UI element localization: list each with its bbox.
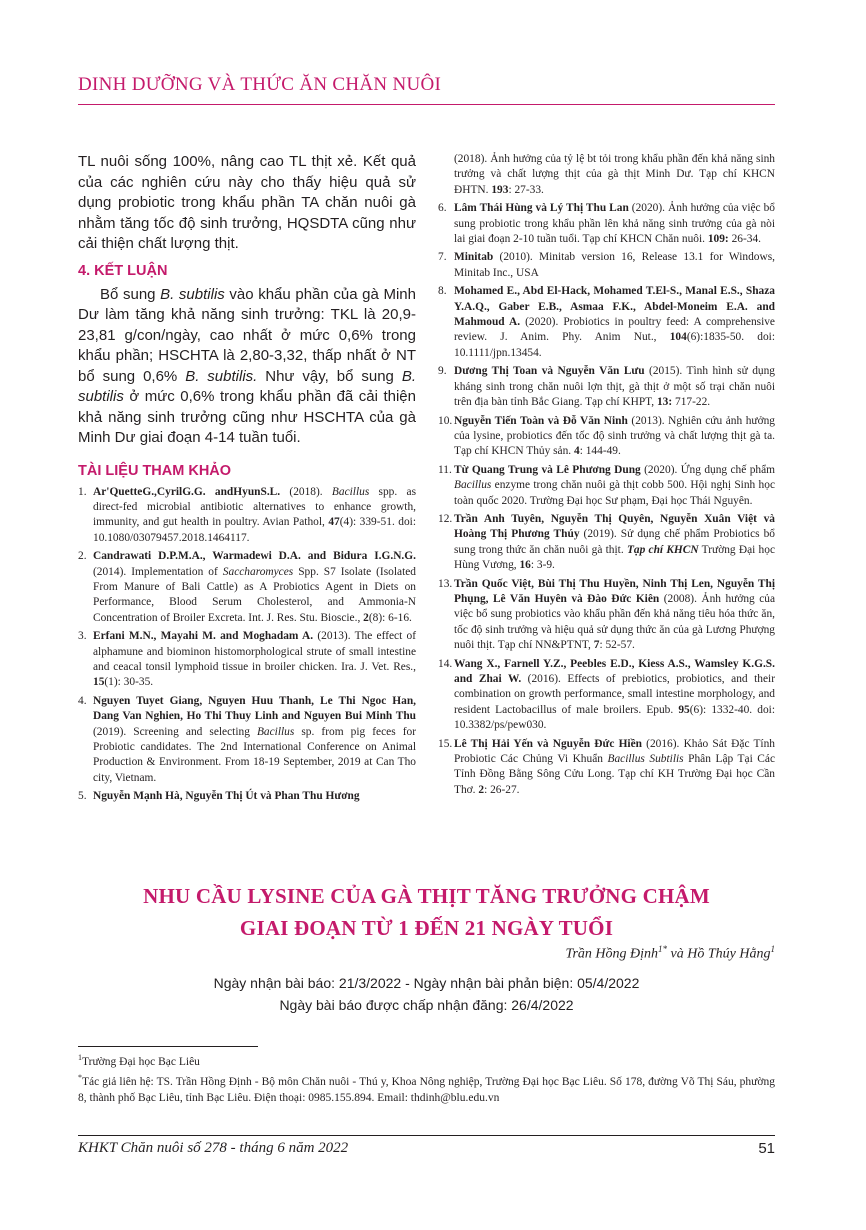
reference-item: 13. Trần Quốc Việt, Bùi Thị Thu Huyền, Ninh Thị Len, Nguyễn Thị Phụng, Lê Văn Huyên và Đào Đức Kiên (2008). Ảnh hưởng của việc bổ sung probiotics vào khẩu phần đến khả năng tiêu hóa thức ăn, tốc độ sinh trưởng và hiệu quả sử dụng thức ăn của gà Lương Phượng nuôi thịt. Tạp chí NN&PTNT, 7: 52-57. bbox=[438, 577, 776, 652]
reference-item: 12. Trần Anh Tuyên, Nguyễn Thị Quyên, Nguyễn Xuân Việt và Hoàng Thị Phương Thúy (2019). Sử dụng chế phẩm Probiotics bổ sung trong thức ăn chăn nuôi gà thịt. Tạp chí KHCN Trường Đại học Hùng Vương, 16: 3-9. bbox=[438, 512, 775, 572]
footnote-rule bbox=[78, 1046, 258, 1047]
footer-rule bbox=[78, 1135, 775, 1136]
reference-item: 6. Lâm Thái Hùng và Lý Thị Thu Lan (2020). Ảnh hưởng của việc bổ sung probiotic trong khẩu phần lên khả năng sinh trưởng của gà nòi lai giai đoạn 2-10 tuần tuổi. Tạp chí KHCN Chăn nuôi. 109: 26-34. bbox=[438, 202, 775, 246]
reference-item: 15. Lê Thị Hải Yến và Nguyễn Đức Hiền (2016). Khảo Sát Đặc Tính Probiotic Các Chủng Vi Khuẩn Bacillus Subtilis Phân Lập Tại Các Tỉnh Đồng Bằng Sông Cửu Long. Tạp chí KH Trường Đại học Cần Thơ. 2: 26-27. bbox=[438, 737, 775, 796]
reference-list-left bbox=[78, 485, 416, 805]
reference-item: 1. Ar'QuetteG.,CyrilG.G. andHyunS.L. (2018). Bacillus spp. as direct-fed microbial antibiotic alternatives to enhance growth, immunity, and gut health in poultry. Avian Pathol, 47(4): 339-51. doi: 10.1080/03079457.2018.1464117. bbox=[78, 485, 416, 544]
article-authors: Trần Hồng Định$^{1*}$ và Hồ Thúy Hằng$^1$ bbox=[565, 944, 775, 962]
reference-item: 8. Mohamed E., Abd El-Hack, Mohamed T.El-S., Manal E.S., Shaza Y.A.Q., Gaber E.B., Asmaa F.K., Abdel-Moneim E.A. and Mahmoud A. (2020). Probiotics in poultry feed: A comprehensive review. J. Anim. Phy. Anim Nut., 104(6):1835-50. doi: 10.1111/jpn.13454. bbox=[438, 285, 775, 359]
article-dates bbox=[78, 972, 775, 1016]
article-title bbox=[78, 880, 775, 944]
reference-item: 10. Nguyễn Tiến Toàn và Đỗ Văn Ninh (2013). Nghiên cứu ảnh hưởng của lysine, probiotics đến tốc độ sinh trưởng và chất lượng thịt gà ta. Tạp chí KHCN Thủy sản. 4: 144-49. bbox=[438, 414, 775, 458]
reference-item: 14. Wang X., Farnell Y.Z., Peebles E.D., Kiess A.S., Wamsley K.G.S. and Zhai W. (2016). Effects of prebiotics, probiotics, and their combination on growth performance, small intestine morphology, and resident Lactobacillus of male broilers. Epub. 95(6): 1332-40. doi: 10.3382/ps/pew030. bbox=[438, 657, 775, 732]
article-title-line1: NHU CẦU LYSINE CỦA GÀ THỊT TĂNG TRƯỞNG CHẬM bbox=[143, 884, 710, 908]
reference-item: 9. Dương Thị Toan và Nguyễn Văn Lưu (2015). Tình hình sử dụng kháng sinh trong chăn nuôi lợn thịt, gà thịt ở một số trại chăn nuôi trên địa bàn tỉnh Bắc Giang. Tạp chí KHPT, 13: 717-22. bbox=[438, 365, 776, 409]
reference-item: 7. Minitab (2010). Minitab version 16, Release 13.1 for Windows, Minitab Inc., USA bbox=[438, 251, 775, 279]
journal-footer: KHKT Chăn nuôi số 278 - tháng 6 năm 2022 bbox=[78, 1140, 349, 1156]
page-number: 51 bbox=[758, 1140, 775, 1157]
references-heading: TÀI LIỆU THAM KHẢO bbox=[78, 462, 232, 479]
footnote-affiliation: $^1$Trường Đại học Bạc Liêu bbox=[78, 1053, 200, 1068]
header-rule bbox=[78, 104, 775, 105]
reference-item: 5. Nguyễn Mạnh Hà, Nguyễn Thị Út và Phan Thu Hương bbox=[78, 790, 360, 803]
running-header: DINH DƯỠNG VÀ THỨC ĂN CHĂN NUÔI bbox=[78, 74, 442, 95]
intro-paragraph: TL nuôi sống 100%, nâng cao TL thịt xẻ. Kết quả của các nghiên cứu này cho thấy hiệu quả sử dụng probiotic trong khẩu phần TA chăn nuôi gà nhằm tăng tốc độ sinh trưởng, HQSDTA cũng như cải thiện chất lượng thịt. bbox=[78, 153, 416, 252]
conclusion-heading: 4. KẾT LUẬN bbox=[78, 262, 168, 279]
reference-item: 11. Từ Quang Trung và Lê Phương Dung (2020). Ứng dụng chế phẩm Bacillus enzyme trong chăn nuôi gà thịt cobb 500. Hội nghị Sinh học toàn quốc 2020. Trường Đại học Sư phạm, Đại học Thái Nguyên. bbox=[438, 463, 775, 507]
reference-item: 2. Candrawati D.P.M.A., Warmadewi D.A. and Bidura I.G.N.G. (2014). Implementation of Saccharomyces Spp. S7 Isolate (Isolated From Manure of Bali Cattle) as A Probiotics Agent in Diets on Performance, Blood Serum Cholesterol, and Ammonia-N Concentration of Broiler Excreta. Int. J. Res. Stu. Bioscie., 2(8): 6-16. bbox=[78, 550, 416, 624]
reference-item: 3. Erfani M.N., Mayahi M. and Moghadam A. (2013). The effect of alphamune and biominon histomorphological strute of small intestine and ceacal tonsil lymphoid tissue in broiler chicken. Ira. J. Vet. Res., 15(1): 30-35. bbox=[78, 630, 417, 689]
accepted-date: Ngày bài báo được chấp nhận đăng: 26/4/2022 bbox=[279, 997, 574, 1013]
left-column bbox=[78, 152, 416, 808]
conclusion-paragraph: Bổ sung B. subtilis vào khẩu phần của gà Minh Dư làm tăng khả năng sinh trưởng: TKL là 20,9-23,81 g/con/ngày, cao nhất ở mức 0,6% trong khẩu phần; HSCHTA là 2,80-3,32, thấp nhất ở NT bổ sung 0,6% B. subtilis. Như vậy, bổ sung B. subtilis ở mức 0,6% trong khẩu phần đã cải thiện khả năng sinh trưởng cũng như HSCHTA của gà Minh Dư giai đoạn 4-14 tuần tuổi. bbox=[78, 285, 416, 446]
footnote-corresponding-author: *Tác giả liên hệ: TS. Trần Hồng Định - Bộ môn Chăn nuôi - Thú y, Khoa Nông nghiệp, Trường Đại học Bạc Liêu. Số 178, đường Võ Thị Sáu, phường 8, thành phố Bạc Liêu, tỉnh Bạc Liêu. Điện thoại: 0985.155.894. Email: thdinh@blu.edu.vn bbox=[78, 1072, 775, 1104]
footnotes bbox=[78, 1050, 775, 1106]
reference-list-right bbox=[438, 152, 775, 798]
article-title-line2: GIAI ĐOẠN TỪ 1 ĐẾN 21 NGÀY TUỔI bbox=[239, 916, 614, 940]
received-dates: Ngày nhận bài báo: 21/3/2022 - Ngày nhận bài phản biện: 05/4/2022 bbox=[213, 975, 640, 991]
right-column bbox=[438, 152, 775, 801]
reference-item-continued: (2018). Ảnh hưởng của tỷ lệ bt tỏi trong khẩu phần đến khả năng sinh trưởng và chất lượng thịt của gà thịt Minh Dư. Tạp chí KHCN ĐHTN. 193: 27-33. bbox=[454, 153, 775, 196]
reference-item: 4. Nguyen Tuyet Giang, Nguyen Huu Thanh, Le Thi Ngoc Han, Dang Van Nghien, Ho Thi Thuy Linh and Nguyen Bui Minh Thu (2019). Screening and selecting Bacillus sp. from pig feces for Probiotic candidates. The 2nd International Conference on Animal Production & Environment. From 18-19 September, 2019 at Can Tho city, Vietnam. bbox=[78, 694, 416, 784]
